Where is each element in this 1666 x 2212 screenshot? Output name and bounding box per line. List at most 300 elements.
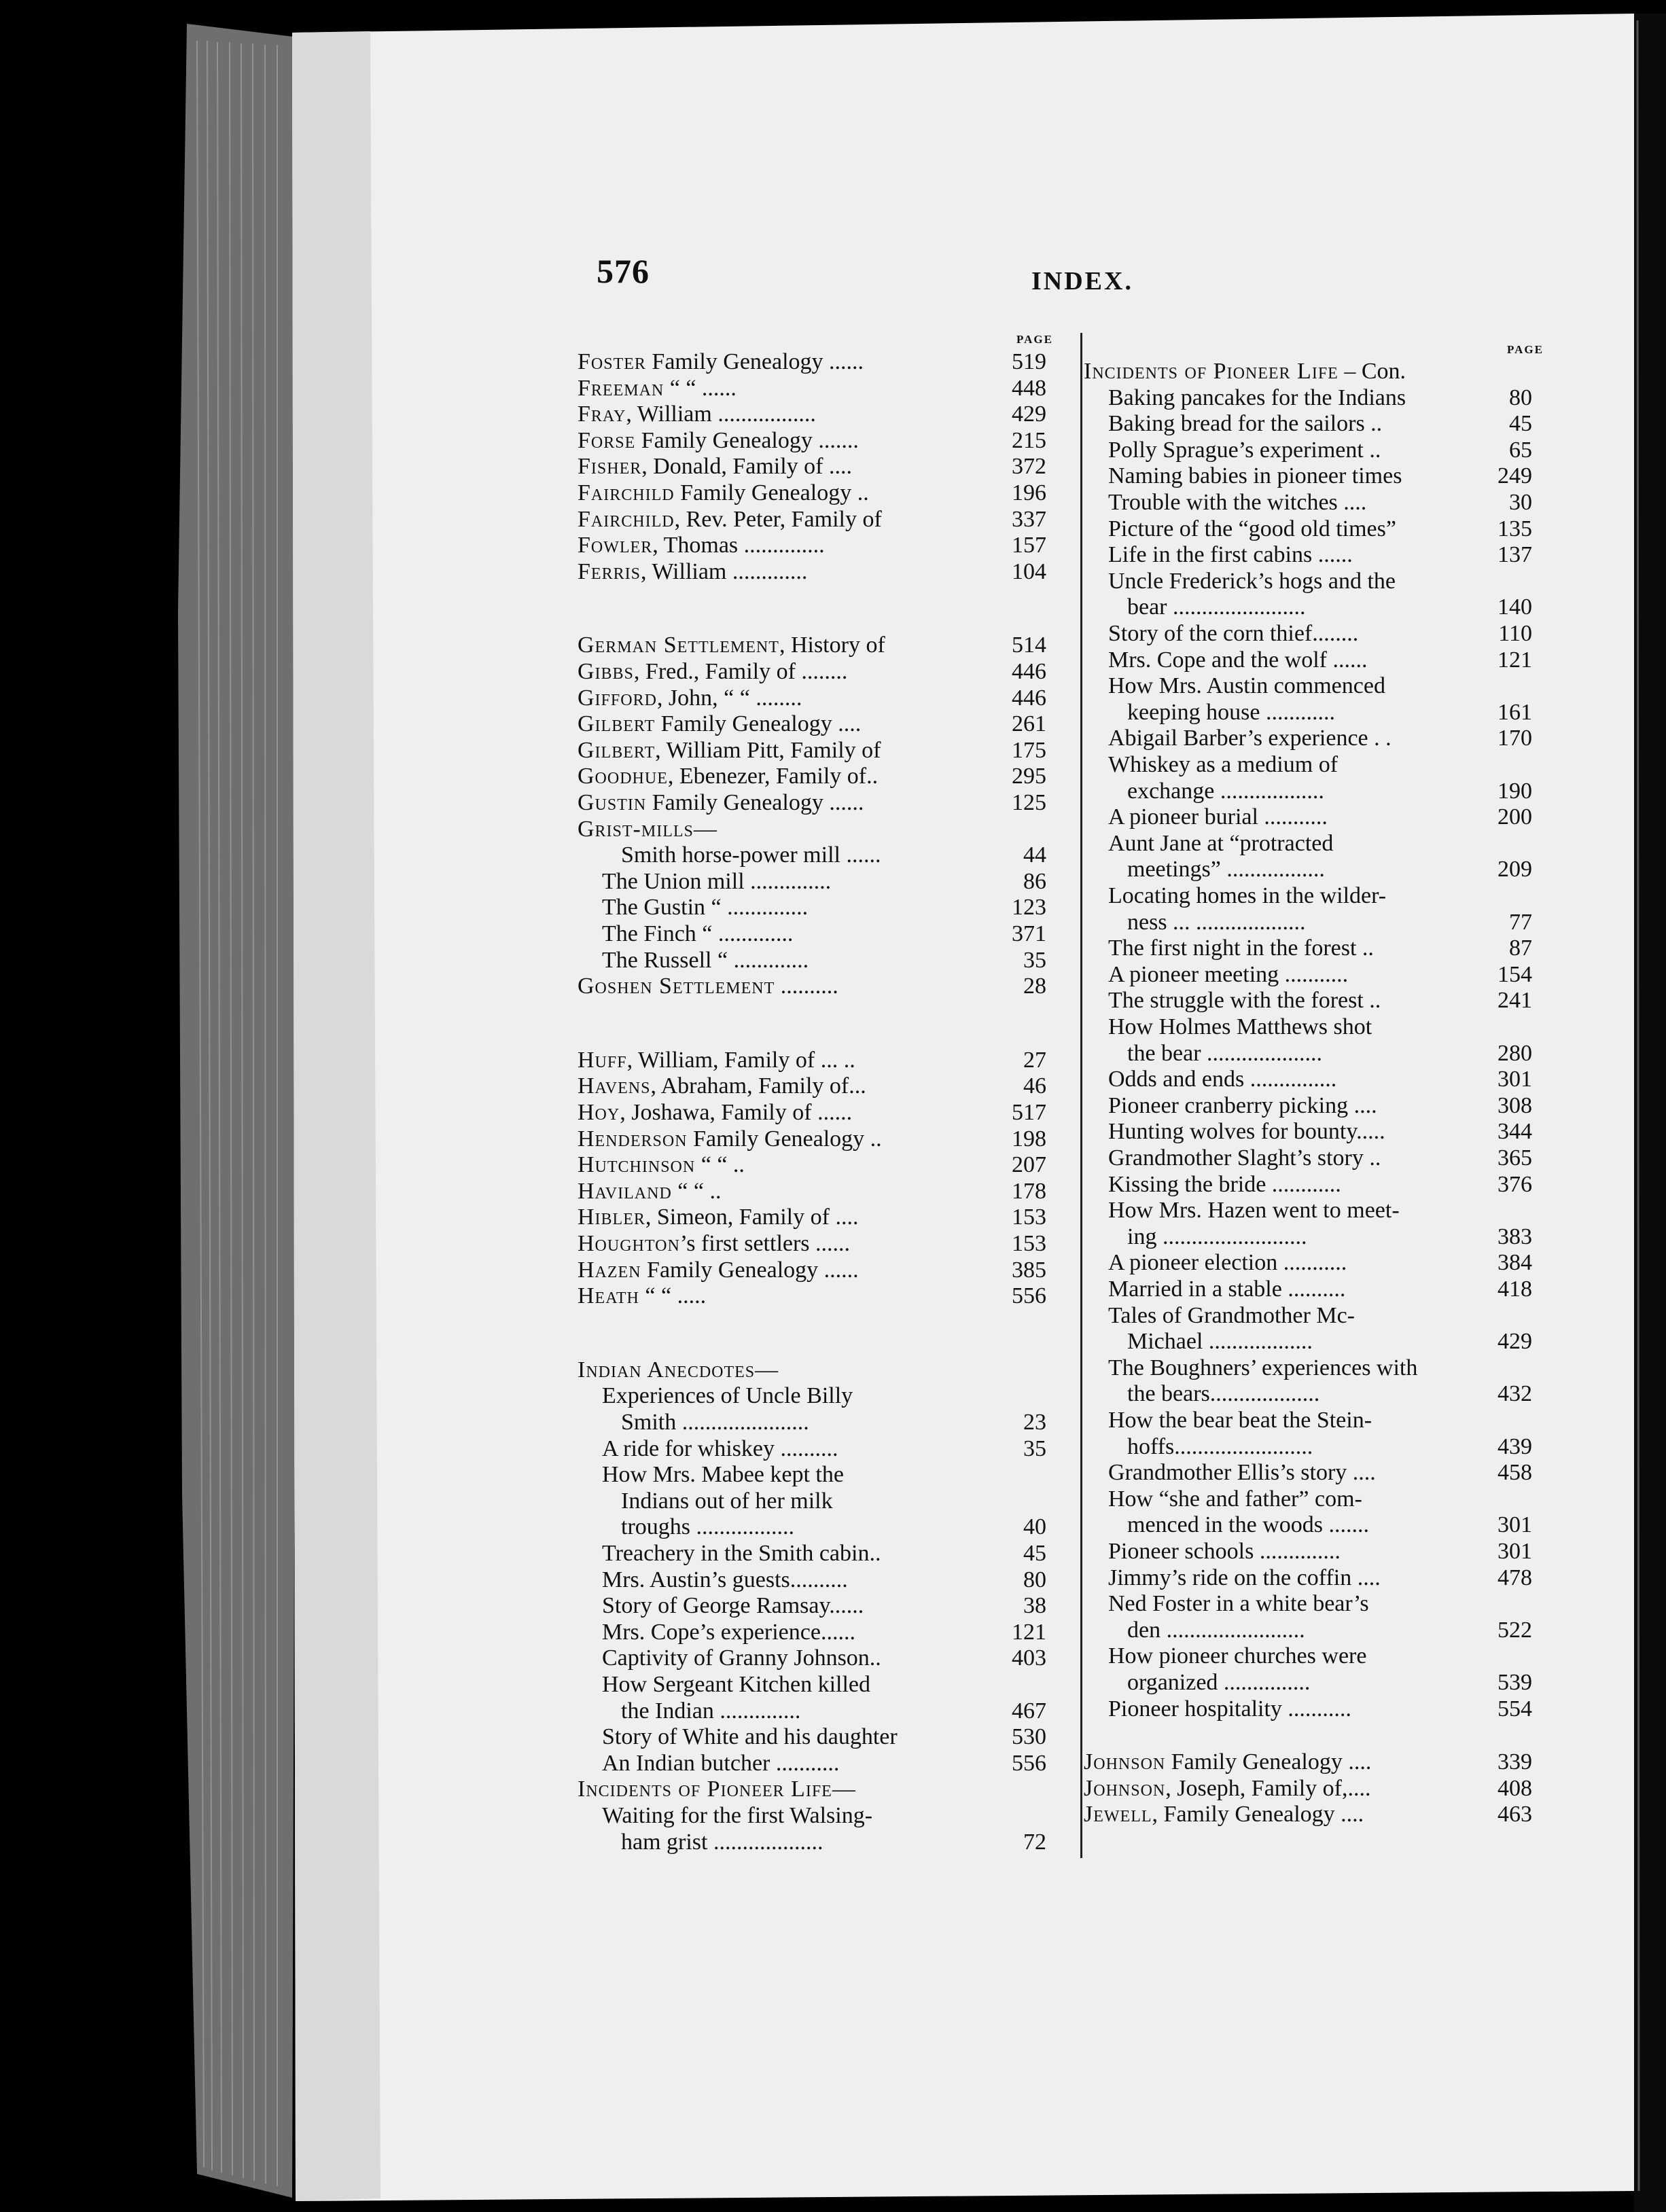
index-entry-detail: The Finch “ ............. [602, 921, 794, 946]
index-entry-detail: , William ................. [626, 402, 816, 427]
index-entry-text [578, 1205, 858, 1230]
column-divider [1080, 333, 1082, 1858]
index-entry-page-number: 383 [1497, 1224, 1532, 1249]
index-entry-text [1108, 1067, 1336, 1092]
index-entry [578, 1410, 1046, 1435]
index-entry-text [1108, 1277, 1345, 1302]
index-entry-detail: The struggle with the forest .. [1108, 988, 1381, 1014]
index-entry-detail: Life in the first cabins ...... [1108, 542, 1353, 568]
index-entry-detail: ’s first settlers ...... [679, 1231, 851, 1256]
index-entry [1084, 1512, 1532, 1538]
index-entry-text [1108, 1014, 1372, 1040]
index-entry-page-number: 137 [1497, 542, 1532, 568]
index-entry-text [1108, 1460, 1376, 1486]
index-entry-page-number: 301 [1497, 1512, 1532, 1538]
index-entry [1084, 1776, 1532, 1802]
index-entry-text [578, 790, 864, 816]
index-entry [578, 428, 1046, 454]
index-entry-page-number: 110 [1498, 621, 1532, 646]
index-entry-detail: Abigail Barber’s experience . . [1108, 726, 1392, 751]
index-entry [1084, 594, 1532, 620]
index-entry-text [1108, 673, 1385, 699]
index-entry-surname: Fray [578, 402, 626, 427]
index-entry [1084, 542, 1532, 568]
index-entry-detail: Story of the corn thief........ [1108, 621, 1359, 646]
index-entry [578, 790, 1046, 816]
index-entry-text [1108, 752, 1338, 778]
index-entry-detail: – Con. [1338, 359, 1406, 384]
index-entry-surname: Johnson [1084, 1775, 1166, 1801]
index-entry-page-number: 125 [1012, 790, 1046, 815]
index-entry-text [1108, 831, 1333, 857]
index-entry-text [578, 974, 838, 999]
index-entry-surname: Henderson [578, 1126, 688, 1152]
index-entry [578, 1462, 1046, 1488]
index-entry-detail: Mrs. Cope and the wolf ...... [1108, 647, 1368, 673]
index-entry-surname: Jewell [1084, 1802, 1152, 1827]
index-entry [578, 1073, 1046, 1099]
index-entry-text [578, 685, 802, 711]
index-entry-page-number: 295 [1012, 764, 1046, 789]
index-entry [1084, 1014, 1532, 1040]
index-entry-detail: , William Pitt, Family of [655, 737, 881, 763]
index-entry-detail: troughs ................. [621, 1514, 794, 1540]
index-entry-detail: Mrs. Austin’s guests.......... [602, 1567, 848, 1592]
index-entry-text [602, 895, 808, 921]
index-entry [578, 1777, 1046, 1802]
index-entry [578, 869, 1046, 895]
index-entry-detail: How Mrs. Austin commenced [1108, 673, 1385, 699]
index-entry-page-number: 522 [1497, 1617, 1532, 1643]
index-entry-detail: the bears................... [1127, 1381, 1320, 1407]
index-entry-text [1127, 1041, 1322, 1067]
index-entry [578, 1383, 1046, 1409]
index-entry-page-number: 554 [1497, 1696, 1532, 1722]
index-entry-page-number: 38 [1023, 1593, 1046, 1619]
index-entry [578, 402, 1046, 427]
index-entry-text [1108, 647, 1368, 673]
index-entry [1084, 1093, 1532, 1119]
index-entry-page-number: 45 [1509, 411, 1532, 437]
index-entry-text [1108, 1486, 1362, 1512]
index-entry-detail: How Holmes Matthews shot [1108, 1014, 1372, 1039]
index-entry-detail: bear ....................... [1127, 594, 1306, 620]
index-entry-text [1127, 1381, 1319, 1407]
index-entry-surname: Incidents of Pioneer Life— [578, 1777, 856, 1802]
index-entry-page-number: 196 [1012, 480, 1046, 505]
index-entry-detail: , Family Genealogy .... [1152, 1802, 1364, 1827]
index-entry [578, 454, 1046, 480]
index-entry-detail: Indians out of her milk [621, 1488, 833, 1514]
index-entry-page-number: 175 [1012, 737, 1046, 763]
index-entry-surname: Gibbs [578, 659, 634, 684]
index-entry-detail: meetings” ................. [1127, 857, 1325, 882]
index-entry [1084, 1643, 1532, 1669]
index-entry-page-number: 178 [1012, 1178, 1046, 1204]
index-entry [578, 1100, 1046, 1126]
index-entry [1084, 1145, 1532, 1171]
index-entry [578, 738, 1046, 764]
index-entry-surname: Grist-mills— [578, 816, 717, 842]
index-entry [1084, 359, 1532, 385]
index-entry-detail: Married in a stable .......... [1108, 1277, 1346, 1302]
index-entry [578, 1231, 1046, 1257]
index-entry-text [578, 1283, 706, 1309]
index-entry [1084, 1198, 1532, 1224]
index-entry-text [1084, 1802, 1364, 1827]
index-entry-text [578, 1073, 866, 1099]
index-entry [578, 1514, 1046, 1540]
index-entry [1084, 1486, 1532, 1512]
index-entry-text [602, 1645, 881, 1671]
index-entry-text [578, 1048, 855, 1073]
index-entry-text [578, 1126, 882, 1152]
index-entry-text [1108, 411, 1382, 437]
index-entry [1084, 1067, 1532, 1092]
index-entry-page-number: 429 [1012, 402, 1046, 427]
index-entry-page-number: 46 [1023, 1073, 1046, 1099]
index-entry-text [1108, 1408, 1372, 1433]
index-entry-detail: , Fred., Family of ........ [633, 659, 848, 684]
index-entry-page-number: 339 [1497, 1749, 1532, 1775]
index-entry-text [602, 1567, 848, 1593]
index-entry-surname: Freeman [578, 375, 664, 401]
index-entry-detail: Grandmother Slaght’s story .. [1108, 1145, 1381, 1171]
index-entry-page-number: 80 [1023, 1567, 1046, 1592]
page-number: 576 [597, 252, 650, 290]
index-entry [578, 711, 1046, 737]
index-entry [1084, 1381, 1532, 1407]
index-entry-page-number: 198 [1012, 1126, 1046, 1152]
index-entry [1084, 1224, 1532, 1250]
index-entry [1084, 752, 1532, 778]
index-entry [578, 1257, 1046, 1283]
index-entry-detail: A pioneer meeting ........... [1108, 961, 1349, 987]
index-entry-surname: Ferris [578, 558, 641, 584]
index-entry-surname: Fairchild [578, 480, 675, 505]
index-entry-detail: Mrs. Cope’s experience...... [602, 1619, 855, 1645]
index-entry-text [602, 1541, 881, 1567]
index-entry-text [1127, 1329, 1313, 1355]
index-entry [578, 1152, 1046, 1178]
index-entry-detail: Trouble with the witches .... [1108, 490, 1367, 515]
index-entry-text [578, 559, 807, 585]
index-entry-text [602, 1724, 898, 1750]
index-entry [1084, 700, 1532, 726]
index-entry [1084, 1749, 1532, 1775]
index-entry [1084, 935, 1532, 961]
index-entry-detail: Kissing the bride ............ [1108, 1171, 1341, 1197]
index-entry-text [578, 1152, 745, 1178]
index-entry [1084, 1670, 1532, 1696]
index-entry-detail: , Thomas .............. [652, 533, 825, 558]
index-entry-page-number: 446 [1012, 659, 1046, 684]
index-entry-text [1108, 1303, 1355, 1329]
index-entry-detail: Family Genealogy .. [687, 1126, 882, 1152]
index-entry-text [1108, 1119, 1385, 1145]
index-entry-detail: Naming babies in pioneer times [1108, 463, 1402, 489]
index-entry-page-number: 371 [1012, 921, 1046, 946]
index-entry-page-number: 44 [1023, 842, 1046, 868]
index-entry-page-number: 86 [1023, 868, 1046, 894]
index-entry-page-number: 539 [1497, 1670, 1532, 1695]
index-entry-page-number: 376 [1497, 1171, 1532, 1197]
index-entry-text [1108, 1355, 1417, 1381]
index-entry-page-number: 80 [1509, 385, 1532, 410]
index-entry-detail: , Abraham, Family of... [650, 1073, 866, 1099]
index-entry-detail: , Joshawa, Family of ...... [620, 1100, 853, 1125]
index-entry-surname: Gifford [578, 685, 657, 711]
index-entry-page-number: 408 [1497, 1775, 1532, 1801]
index-entry-surname: Fowler [578, 533, 653, 558]
index-entry-detail: .......... [775, 974, 838, 999]
index-entry-page-number: 215 [1012, 427, 1046, 453]
index-entry-detail: Treachery in the Smith cabin.. [602, 1541, 881, 1566]
index-entry-detail: Uncle Frederick’s hogs and the [1108, 568, 1396, 594]
index-entry-text [578, 632, 885, 658]
index-entry [1084, 647, 1532, 673]
index-entry-text [602, 1803, 872, 1829]
index-entry-text [1108, 883, 1386, 909]
index-entry [1084, 1434, 1532, 1460]
index-entry-surname: Haviland [578, 1178, 672, 1204]
index-entry-text [1108, 490, 1366, 516]
index-entry [1084, 1119, 1532, 1145]
index-entry-text [602, 1593, 864, 1619]
index-entry [578, 1724, 1046, 1750]
index-entry-page-number: 135 [1497, 516, 1532, 541]
index-entry-text [1108, 1696, 1351, 1722]
index-entry [578, 1205, 1046, 1230]
index-entry-surname: Hutchinson [578, 1152, 696, 1178]
index-entry [1084, 1460, 1532, 1486]
index-entry-detail: “ “ .. [695, 1152, 745, 1178]
index-entry-detail: Captivity of Granny Johnson.. [602, 1645, 881, 1671]
index-entry-text [1084, 359, 1406, 385]
index-entry-text [602, 1436, 838, 1462]
index-entry-text [1108, 463, 1402, 489]
index-entry [578, 1179, 1046, 1205]
index-entry-detail: exchange .................. [1127, 778, 1324, 804]
index-entry [1084, 1329, 1532, 1355]
index-entry-text [578, 711, 861, 737]
index-entry [578, 1357, 1046, 1383]
index-entry-page-number: 478 [1497, 1565, 1532, 1590]
index-entry-detail: Polly Sprague’s experiment .. [1108, 437, 1381, 463]
index-entry-detail: , Rev. Peter, Family of [674, 506, 882, 532]
left-page-column-label: PAGE [1016, 333, 1053, 346]
index-entry-detail: Grandmother Ellis’s story .... [1108, 1460, 1376, 1486]
index-entry-text [1108, 988, 1381, 1014]
index-entry-page-number: 65 [1509, 437, 1532, 463]
index-entry-text [578, 454, 852, 480]
index-entry-surname: Hazen [578, 1257, 641, 1283]
index-entry-detail: , Simeon, Family of .... [645, 1205, 859, 1230]
index-entry [578, 1803, 1046, 1829]
index-entry-page-number: 157 [1012, 533, 1046, 558]
index-entry-text [602, 948, 809, 974]
index-entry-text [621, 1514, 794, 1540]
index-entry-text [1108, 1198, 1400, 1224]
index-entry-page-number: 337 [1012, 506, 1046, 532]
index-entry-detail: How Mrs. Hazen went to meet- [1108, 1198, 1400, 1224]
index-entry-detail: Smith horse-power mill ...... [621, 842, 881, 868]
index-entry-detail: keeping house ............ [1127, 699, 1335, 725]
index-entry [1084, 726, 1532, 751]
index-entry [578, 764, 1046, 789]
index-entry-detail: ham grist ................... [621, 1829, 823, 1855]
index-entry-detail: How “she and father” com- [1108, 1486, 1362, 1512]
index-entry [578, 659, 1046, 685]
index-entry-text [1108, 1591, 1369, 1617]
index-entry-page-number: 241 [1497, 988, 1532, 1014]
index-entry-detail: , John, “ “ ........ [656, 685, 802, 711]
index-entry-detail: An Indian butcher ........... [602, 1750, 840, 1776]
index-entry-text [578, 428, 859, 454]
index-entry-text [1127, 1670, 1310, 1696]
index-entry-detail: The Boughners’ experiences with [1108, 1355, 1418, 1380]
index-entry-text [578, 1357, 779, 1383]
index-entry-surname: Gilbert [578, 737, 656, 763]
index-entry-page-number: 385 [1012, 1257, 1046, 1283]
index-entry-text [1108, 1643, 1366, 1669]
index-entry [578, 1593, 1046, 1619]
index-entry-page-number: 72 [1023, 1829, 1046, 1855]
index-entry-text [578, 659, 847, 685]
index-entry [578, 533, 1046, 558]
index-entry-page-number: 121 [1497, 647, 1532, 673]
index-entry-page-number: 154 [1497, 961, 1532, 987]
index-entry-detail: Family Genealogy ...... [645, 349, 864, 374]
index-entry-detail: Experiences of Uncle Billy [602, 1383, 853, 1409]
index-entry-text [1127, 1512, 1369, 1538]
index-entry-text [1108, 1539, 1341, 1565]
index-entry-text [621, 842, 881, 868]
index-entry-text [1108, 438, 1381, 463]
index-entry-text [1108, 385, 1406, 411]
index-entry [578, 974, 1046, 999]
index-entry-page-number: 153 [1012, 1205, 1046, 1230]
index-entry-text [578, 533, 825, 558]
index-entry [578, 1645, 1046, 1671]
index-entry-surname: Houghton [578, 1231, 680, 1256]
index-entry-detail: the bear .................... [1127, 1040, 1323, 1066]
index-entry-page-number: 30 [1509, 490, 1532, 515]
index-entry-text [578, 402, 816, 427]
index-entry [1084, 804, 1532, 830]
index-entry-text [1108, 726, 1392, 751]
index-entry-surname: Fisher [578, 454, 642, 480]
index-entry-surname: Hoy [578, 1100, 620, 1125]
index-entry-detail: How Mrs. Mabee kept the [602, 1462, 844, 1488]
index-entry [1084, 1408, 1532, 1433]
index-entry [578, 632, 1046, 658]
index-entry [578, 559, 1046, 585]
index-entry-detail: The first night in the forest .. [1108, 935, 1374, 961]
index-entry-detail: Baking bread for the sailors .. [1108, 411, 1383, 437]
index-entry-detail: Pioneer hospitality ........... [1108, 1696, 1351, 1722]
index-entry-page-number: 27 [1023, 1047, 1046, 1073]
index-entry-detail: Aunt Jane at “protracted [1108, 830, 1334, 856]
index-entry-detail: , Donald, Family of .... [641, 454, 853, 480]
index-entry-detail: , Ebenezer, Family of.. [667, 764, 879, 789]
index-entry-detail: The Gustin “ .............. [602, 895, 809, 921]
index-entry-text [1127, 779, 1324, 804]
index-entry-page-number: 87 [1509, 935, 1532, 961]
index-entry-text [578, 1257, 859, 1283]
index-entry-detail: Tales of Grandmother Mc- [1108, 1302, 1355, 1328]
index-entry [1084, 779, 1532, 804]
index-entry [578, 1567, 1046, 1593]
index-entry-detail: Odds and ends ............... [1108, 1067, 1337, 1092]
index-entry-page-number: 418 [1497, 1277, 1532, 1302]
index-entry-detail: Locating homes in the wilder- [1108, 883, 1387, 908]
index-entry-page-number: 467 [1012, 1698, 1046, 1724]
index-entry-surname: Goshen Settlement [578, 974, 775, 999]
index-entry-detail: the Indian .............. [621, 1698, 801, 1724]
index-entry-text [602, 1383, 853, 1409]
index-entry-surname: Goodhue [578, 764, 668, 789]
index-entry [578, 1541, 1046, 1567]
index-entry-page-number: 530 [1012, 1724, 1046, 1750]
index-entry [1084, 1041, 1532, 1067]
index-entry-text [578, 349, 864, 375]
index-entry-page-number: 23 [1023, 1410, 1046, 1435]
index-entry [1084, 1172, 1532, 1198]
index-entry [1084, 1565, 1532, 1591]
index-entry-detail: den ........................ [1127, 1617, 1305, 1643]
index-entry-surname: Gustin [578, 790, 647, 815]
index-entry [578, 685, 1046, 711]
index-entry [1084, 883, 1532, 909]
index-entry-page-number: 280 [1497, 1040, 1532, 1066]
index-entry-detail: How pioneer churches were [1108, 1643, 1367, 1669]
index-entry-page-number: 556 [1012, 1283, 1046, 1309]
index-entry [578, 895, 1046, 921]
page-title: INDEX. [1031, 267, 1133, 296]
index-entry-text [1127, 594, 1306, 620]
index-entry-page-number: 439 [1497, 1433, 1532, 1459]
index-entry-page-number: 207 [1012, 1152, 1046, 1178]
index-entry [578, 817, 1046, 842]
index-entry-detail: , William ............. [640, 558, 808, 584]
index-entry-detail: Smith ...................... [621, 1410, 809, 1435]
index-entry-page-number: 519 [1012, 349, 1046, 374]
index-entry-detail: Pioneer cranberry picking .... [1108, 1092, 1377, 1118]
index-entry-text [578, 1179, 721, 1205]
index-entry-surname: Huff [578, 1047, 627, 1073]
right-page-column-label: PAGE [1507, 343, 1544, 356]
index-entry [1084, 1277, 1532, 1302]
index-entry-surname: Johnson [1084, 1749, 1166, 1775]
index-entry-surname: Gilbert [578, 711, 656, 737]
index-entry [1084, 516, 1532, 542]
index-entry [578, 1751, 1046, 1777]
index-entry [578, 1620, 1046, 1645]
index-entry-detail: ing ......................... [1127, 1224, 1307, 1249]
index-entry-detail: , History of [779, 632, 885, 658]
index-entry-text [1108, 621, 1358, 647]
index-entry-detail: Pioneer schools .............. [1108, 1539, 1341, 1564]
index-entry-text [1108, 569, 1396, 594]
index-entry-page-number: 35 [1023, 947, 1046, 973]
index-entry-text [578, 376, 737, 402]
index-entry-detail: A pioneer burial ........... [1108, 804, 1328, 830]
index-entry-detail: menced in the woods ....... [1127, 1512, 1369, 1538]
index-entry-page-number: 446 [1012, 685, 1046, 711]
index-entry-detail: “ “ ...... [664, 375, 737, 401]
index-entry-page-number: 190 [1497, 778, 1532, 804]
